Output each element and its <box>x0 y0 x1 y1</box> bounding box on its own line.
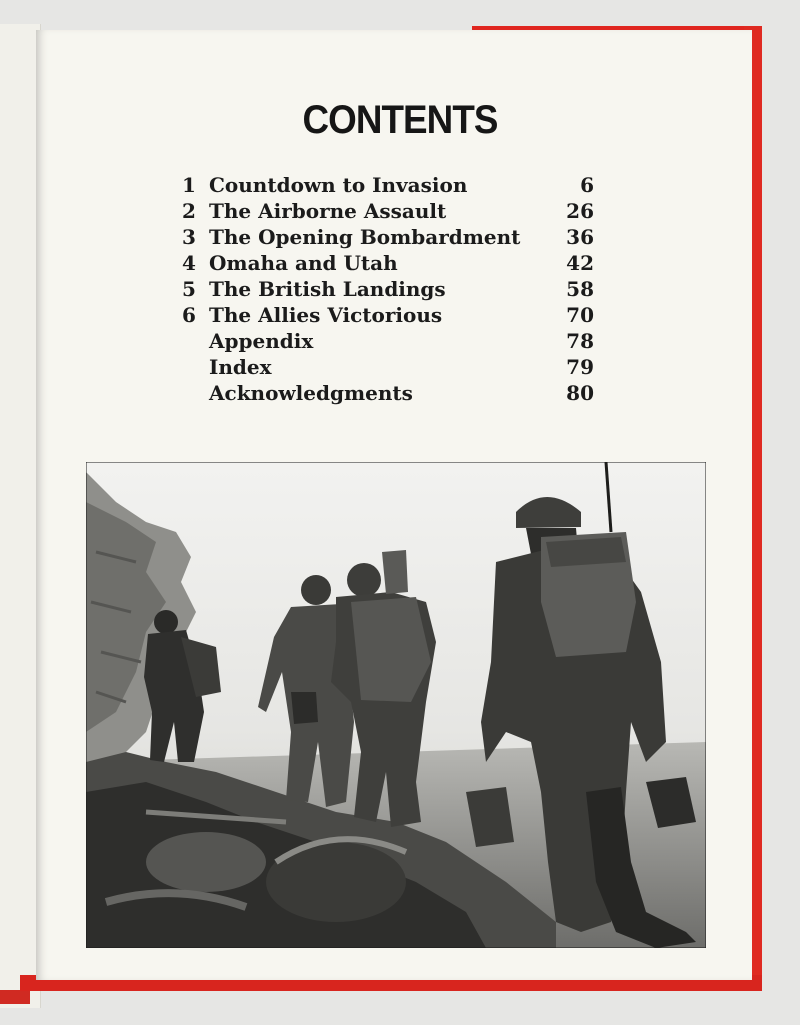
chapter-title: Countdown to Invasion <box>209 173 468 197</box>
chapter-title: The Airborne Assault <box>209 199 447 223</box>
chapter-title: The British Landings <box>209 277 446 301</box>
toc-entry <box>182 172 594 198</box>
chapter-title: The Allies Victorious <box>209 303 443 327</box>
page-number: 80 <box>566 381 594 405</box>
chapter-number: 1 <box>182 173 196 197</box>
toc-entry <box>182 250 594 276</box>
soldiers-photo <box>86 462 706 948</box>
chapter-number: 3 <box>182 225 196 249</box>
toc-entry <box>182 276 594 302</box>
chapter-title: Index <box>209 355 272 379</box>
page-number: 36 <box>566 225 594 249</box>
chapter-title: Omaha and Utah <box>209 251 398 275</box>
toc-entry <box>182 354 594 380</box>
table-of-contents <box>182 172 594 406</box>
toc-entry <box>182 380 594 406</box>
page-number: 58 <box>566 277 594 301</box>
toc-entry <box>182 224 594 250</box>
chapter-title: Appendix <box>209 329 314 353</box>
page-number: 6 <box>580 173 594 197</box>
contents-heading: CONTENTS <box>302 98 498 142</box>
chapter-title: Acknowledgments <box>209 381 413 405</box>
chapter-number: 2 <box>182 199 196 223</box>
toc-entry <box>182 328 594 354</box>
chapter-number: 6 <box>182 303 196 327</box>
page-number: 78 <box>566 329 594 353</box>
chapter-title: The Opening Bombardment <box>209 225 521 249</box>
toc-entry <box>182 302 594 328</box>
page-number: 42 <box>566 251 594 275</box>
page-number: 79 <box>566 355 594 379</box>
left-page-edge <box>0 24 41 1008</box>
chapter-number: 5 <box>182 277 196 301</box>
chapter-number: 4 <box>182 251 196 275</box>
page-number: 70 <box>566 303 594 327</box>
cover-corner <box>0 990 30 1004</box>
page-number: 26 <box>566 199 594 223</box>
toc-entry <box>182 198 594 224</box>
